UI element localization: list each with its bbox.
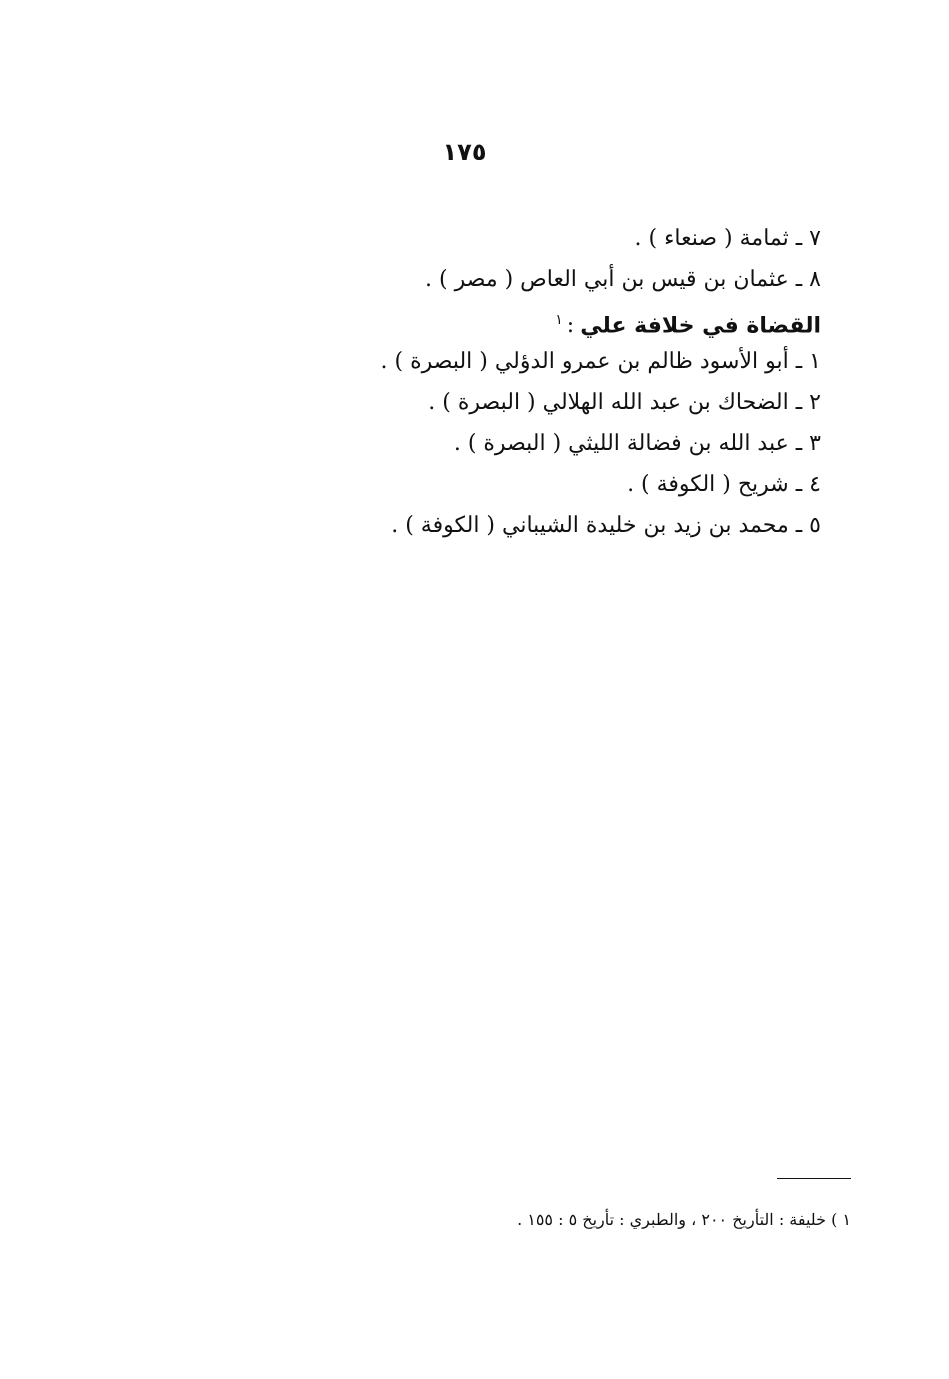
list-item: ٨ ـ عثمان بن قيس بن أبي العاص ( مصر ) . [425, 267, 821, 292]
main-text [181, 218, 821, 546]
page-number: ١٧٥ [442, 138, 487, 166]
list-item: ٢ ـ الضحاك بن عبد الله الهلالي ( البصرة ) . [428, 390, 821, 415]
footnote-reference: ١ [555, 312, 563, 328]
list-item: ١ ـ أبو الأسود ظالم بن عمرو الدؤلي ( البصرة ) . [380, 349, 821, 374]
list-item: ٣ ـ عبد الله بن فضالة الليثي ( البصرة ) . [453, 431, 821, 456]
list-item: ٤ ـ شريح ( الكوفة ) . [627, 472, 821, 497]
list-item: ٧ ـ ثمامة ( صنعاء ) . [634, 226, 821, 251]
section-heading-text: القضاة في خلافة علي [580, 313, 821, 339]
footnote: ١ ) خليفة : التأريخ ٢٠٠ ، والطبري : تأريخ ٥ : ١٥٥ . [517, 1210, 851, 1229]
list-item: ٥ ـ محمد بن زيد بن خليدة الشيباني ( الكوفة ) . [391, 513, 821, 538]
section-heading-colon: : [566, 313, 575, 339]
footnote-divider [777, 1178, 851, 1179]
section-heading [181, 300, 821, 341]
